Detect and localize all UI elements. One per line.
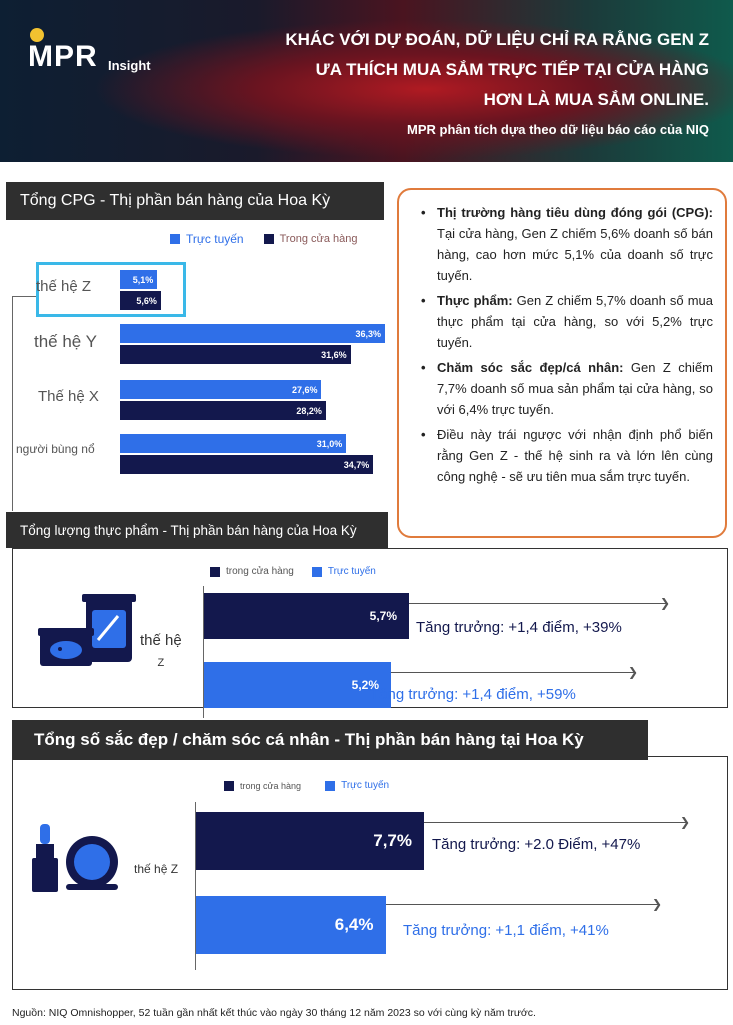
- legend-swatch-online: [325, 781, 335, 791]
- growth-label: Tăng trưởng: +1,4 điểm, +59%: [370, 686, 576, 703]
- chart3-title: Tổng số sắc đẹp / chăm sóc cá nhân - Thị phần bán hàng tại Hoa Kỳ: [12, 720, 648, 760]
- insight-list: [413, 202, 713, 487]
- bar-value-label: 34,7%: [343, 459, 370, 470]
- bar: [120, 291, 161, 310]
- bar: [120, 455, 373, 474]
- growth-arrow-line: [386, 904, 660, 905]
- mpr-logo: [28, 28, 168, 78]
- bracket-vertical: [12, 296, 13, 511]
- cosmetics-icon: [30, 822, 120, 894]
- legend-swatch-online: [312, 567, 322, 577]
- bar: [120, 270, 157, 289]
- bar-value-label: 5,6%: [136, 295, 157, 306]
- insight-item: [413, 202, 713, 286]
- bar: [196, 812, 424, 870]
- bar-value-label: 7,7%: [373, 831, 412, 850]
- legend-label-instore: trong cửa hàng: [240, 780, 302, 791]
- growth-arrow-line: [391, 672, 636, 673]
- bar-value-label: 5,1%: [132, 274, 154, 285]
- headline: [239, 25, 709, 115]
- chart3-legend: [224, 780, 389, 791]
- category-label: thế hệ Z: [36, 278, 92, 295]
- insight-heading: Thực phẩm:: [437, 293, 513, 308]
- chart2-legend: [210, 566, 376, 577]
- bar-value-label: 6,4%: [334, 915, 374, 934]
- bar: [120, 380, 321, 399]
- bar: [120, 434, 346, 453]
- headline-line-2: ƯA THÍCH MUA SẮM TRỰC TIẾP TẠI CỬA HÀNG: [315, 60, 709, 79]
- insight-item: [413, 290, 713, 353]
- bar: [196, 896, 386, 954]
- growth-arrow-line: [409, 603, 668, 604]
- insight-item: [413, 357, 713, 420]
- insight-text: Gen Z chiếm 5,7% doanh số mua thực phẩm tại cửa hàng, so với 5,2% trực tuyến.: [437, 293, 713, 350]
- category-label: Thế hệ X: [38, 388, 99, 405]
- growth-label: Tăng trưởng: +1,4 điểm, +39%: [416, 619, 622, 636]
- headline-line-3: HƠN LÀ MUA SẮM ONLINE.: [483, 90, 709, 109]
- bar: [204, 662, 391, 708]
- bar: [120, 401, 326, 420]
- insight-heading: Chăm sóc sắc đẹp/cá nhân:: [437, 360, 624, 375]
- bar: [204, 593, 409, 639]
- chart1-title: Tổng CPG - Thị phần bán hàng của Hoa Kỳ: [6, 182, 384, 220]
- chart3-category: thế hệ Z: [134, 862, 179, 876]
- insight-heading: Thị trường hàng tiêu dùng đóng gói (CPG):: [437, 205, 713, 220]
- arrow-head-icon: ❯: [628, 665, 639, 679]
- legend-swatch-online: [170, 234, 180, 244]
- legend-swatch-instore: [210, 567, 220, 577]
- bar-value-label: 28,2%: [296, 405, 322, 416]
- chart1-legend: [170, 232, 358, 246]
- source-subline: MPR phân tích dựa theo dữ liệu báo cáo của NIQ: [407, 122, 709, 137]
- arrow-head-icon: ❯: [680, 815, 691, 829]
- legend-label-instore: Trong cửa hàng: [279, 233, 358, 245]
- logo-sub: Insight: [108, 58, 151, 73]
- legend-label-online: Trực tuyến: [341, 780, 390, 791]
- bar: [120, 324, 385, 343]
- bar-value-label: 31,0%: [316, 438, 343, 449]
- bar: [120, 345, 351, 364]
- chart2-category-line-2: Z: [157, 657, 165, 669]
- arrow-head-icon: ❯: [660, 596, 671, 610]
- legend-swatch-instore: [264, 234, 274, 244]
- insight-text: Gen Z chiếm 7,7% doanh số mua sản phẩm tại cửa hàng, so với 6,4% trực tuyến.: [437, 360, 713, 417]
- insight-card: [397, 188, 727, 538]
- arrow-head-icon: ❯: [652, 897, 663, 911]
- bar-value-label: 27,6%: [291, 384, 318, 395]
- chart2-title: Tổng lượng thực phẩm - Thị phần bán hàng của Hoa Kỳ: [6, 512, 388, 548]
- header-banner: [0, 0, 733, 162]
- insight-text: Tại cửa hàng, Gen Z chiếm 5,6% doanh số bán hàng, cao hơn mức 5,1% của doanh số trực tuyến.: [437, 226, 713, 283]
- headline-line-1: KHÁC VỚI DỰ ĐOÁN, DỮ LIỆU CHỈ RA RẰNG GEN Z: [285, 30, 709, 49]
- logo-text: MPR: [28, 40, 98, 73]
- legend-label-instore: trong cửa hàng: [226, 566, 294, 577]
- bar-value-label: 5,7%: [369, 609, 397, 623]
- growth-label: Tăng trưởng: +2.0 Điểm, +47%: [432, 836, 641, 853]
- footer-source: Nguồn: NIQ Omnishopper, 52 tuần gần nhất kết thúc vào ngày 30 tháng 12 năm 2023 so với cùng kỳ năm trước.: [12, 1007, 536, 1019]
- chart2-category-line-1: thế hệ: [140, 632, 182, 649]
- category-label: thế hệ Y: [34, 332, 98, 351]
- bar-value-label: 36,3%: [355, 328, 381, 339]
- insight-item: [413, 424, 713, 487]
- bar-value-label: 5,2%: [351, 678, 380, 692]
- category-label: người bùng nổ: [16, 442, 95, 456]
- bracket-line: [12, 296, 36, 297]
- growth-label: Tăng trưởng: +1,1 điểm, +41%: [403, 922, 609, 939]
- bar-value-label: 31,6%: [321, 349, 347, 360]
- legend-swatch-instore: [224, 781, 234, 791]
- chart2-category: [140, 630, 182, 674]
- legend-label-online: Trực tuyến: [186, 232, 244, 246]
- canned-food-icon: [38, 590, 138, 670]
- growth-arrow-line: [424, 822, 688, 823]
- insight-text: Điều này trái ngược với nhận định phổ biến rằng Gen Z - thế hệ sinh ra và lớn lên cùng công nghệ - sẽ ưu tiên mua sắm trực tuyến.: [437, 427, 713, 484]
- legend-label-online: Trực tuyến: [327, 566, 376, 577]
